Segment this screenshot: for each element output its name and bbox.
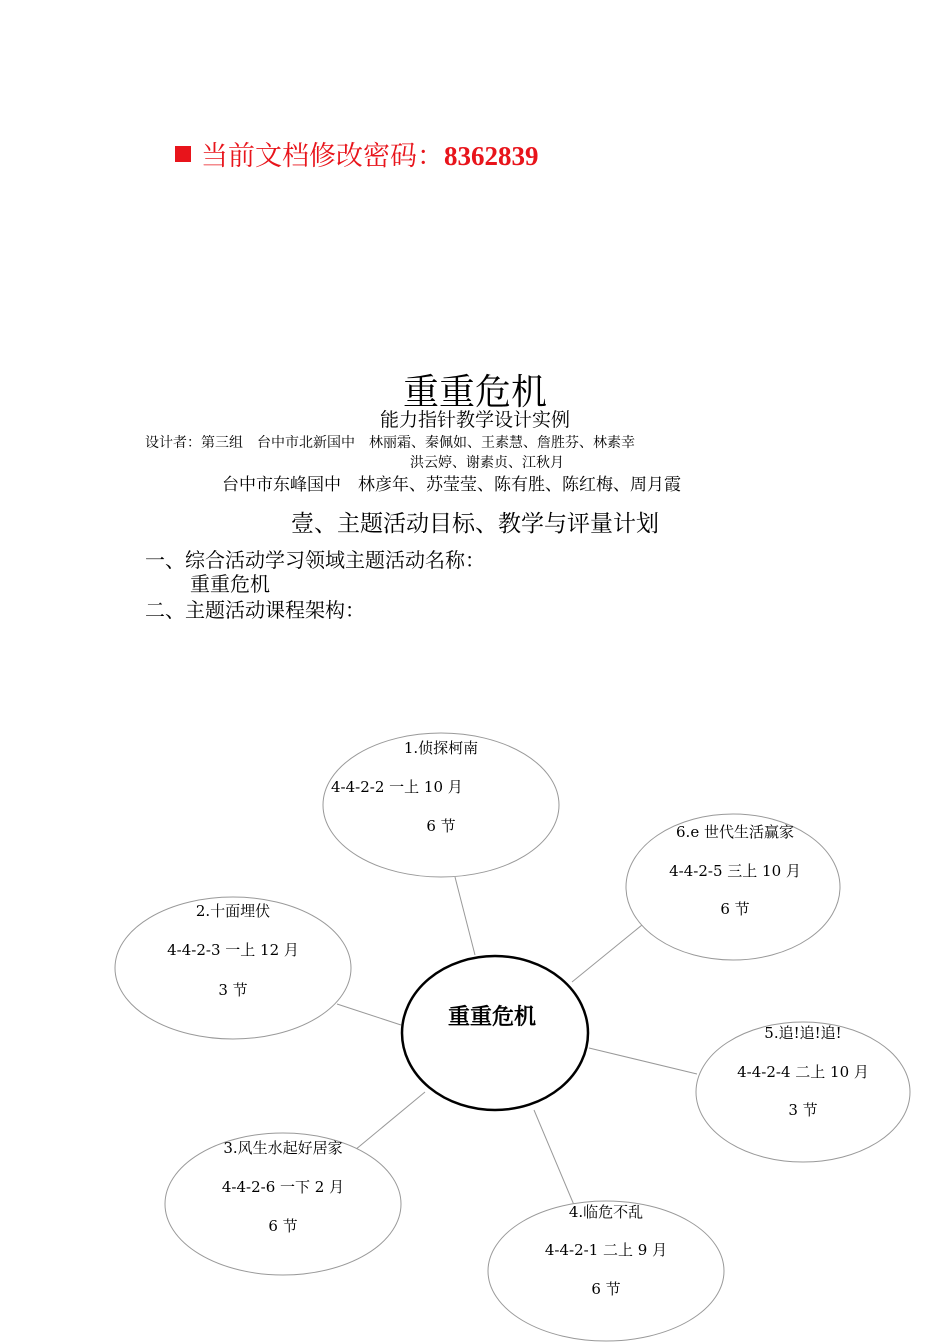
- node-1-hours: 6 节: [426, 817, 456, 835]
- node-5: [703, 1026, 903, 1126]
- node-3-code: 4-4-2-6 一下 2 月: [221, 1178, 345, 1196]
- node-6-code: 4-4-2-5 三上 10 月: [669, 862, 801, 880]
- connector-5: [589, 1048, 697, 1074]
- designers-line-2: 洪云婷、谢素贞、江秋月: [410, 455, 564, 471]
- node-5-code: 4-4-2-4 二上 10 月: [737, 1063, 869, 1081]
- node-5-title: 5.追!追!追!: [764, 1024, 842, 1042]
- node-6-title: 6.e 世代生活赢家: [676, 823, 794, 841]
- designers-line-3: 台中市东峰国中 林彦年、苏莹莹、陈有胜、陈红梅、周月霞: [222, 475, 681, 495]
- node-1-title: 1.侦探柯南: [403, 739, 479, 757]
- node-4-title: 4.临危不乱: [568, 1203, 644, 1221]
- connector-6: [572, 925, 642, 982]
- designers-line-1: 设计者：第三组 台中市北新国中 林丽霜、秦佩如、王素慧、詹胜芬、林素幸: [145, 435, 635, 451]
- node-2: [123, 904, 343, 1004]
- node-2-code: 4-4-2-3 一上 12 月: [167, 941, 299, 959]
- document-title: 重重危机: [402, 372, 547, 413]
- node-4-code: 4-4-2-1 二上 9 月: [544, 1241, 668, 1259]
- connector-1: [455, 877, 475, 955]
- node-4-hours: 6 节: [591, 1280, 621, 1298]
- item-2-heading: 二、主题活动课程架构：: [145, 598, 365, 622]
- banner-text: 当前文档修改密码：: [201, 141, 444, 172]
- node-4: [496, 1205, 716, 1305]
- node-6: [635, 825, 835, 925]
- center-topic-label: 重重危机: [447, 1004, 536, 1030]
- node-2-title: 2.十面埋伏: [195, 902, 271, 920]
- item-1-heading: 一、综合活动学习领域主题活动名称：: [145, 548, 485, 572]
- item-1-value: 重重危机: [190, 572, 270, 596]
- node-5-hours: 3 节: [788, 1101, 818, 1119]
- connector-2: [337, 1004, 401, 1025]
- document-subtitle: 能力指针教学设计实例: [379, 409, 570, 431]
- connector-4: [534, 1110, 574, 1205]
- node-1: [331, 741, 551, 841]
- section-heading: 壹、主题活动目标、教学与评量计划: [291, 511, 659, 537]
- node-3-title: 3.风生水起好居家: [223, 1139, 343, 1157]
- node-3-hours: 6 节: [268, 1217, 298, 1235]
- node-2-hours: 3 节: [218, 981, 248, 999]
- banner-password: 8362839: [444, 141, 539, 171]
- node-6-hours: 6 节: [720, 900, 750, 918]
- node-3: [173, 1141, 393, 1241]
- node-1-code: 4-4-2-2 一上 10 月: [331, 778, 463, 796]
- center-ellipse: [402, 956, 588, 1110]
